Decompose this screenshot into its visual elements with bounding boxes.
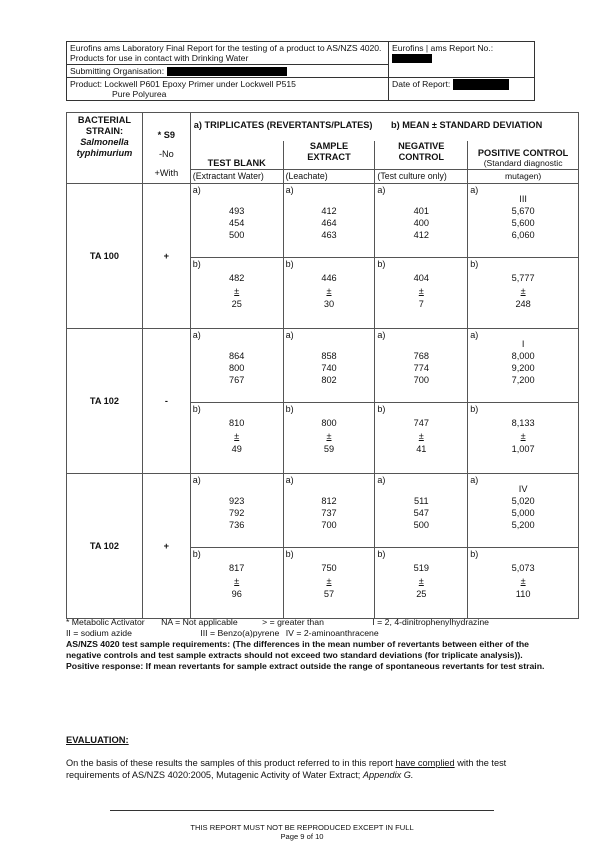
revertant-count: 400 — [413, 218, 429, 228]
mean-sd-values — [375, 272, 467, 311]
strain-cell: TA 100 — [67, 184, 143, 329]
redaction-block — [453, 79, 509, 90]
product-cell: Product: Lockwell P601 Epoxy Primer under Lockwell P515 Pure Polyurea — [67, 78, 389, 101]
revertant-count: 864 — [229, 351, 245, 361]
standard-deviation-value: 110 — [515, 589, 531, 599]
footnotes — [66, 617, 546, 672]
mean-sd-cell — [283, 258, 375, 329]
revertant-count: 5,670 — [511, 206, 535, 216]
standard-deviation-value: 49 — [231, 444, 242, 454]
plus-minus-sign: ± — [326, 286, 332, 296]
mean-sd-values — [191, 417, 283, 456]
triplicate-label: a) — [377, 330, 386, 340]
mean-sd-cell — [283, 403, 375, 474]
standard-deviation-value: 96 — [231, 589, 242, 599]
results-table — [66, 112, 579, 619]
s9-cell: - — [142, 329, 190, 474]
triplicate-label: a) — [192, 475, 201, 485]
revertant-count: 700 — [321, 520, 337, 530]
report-title: Eurofins ams Laboratory Final Report for the testing of a product to AS/NZS 4020. Products for use in contact with Drinking Water — [67, 42, 389, 65]
date-of-report: Date of Report: — [389, 78, 535, 101]
standard-deviation-value: 41 — [416, 444, 427, 454]
standard-deviation-value: 30 — [323, 299, 335, 309]
mean-sd-values — [284, 417, 375, 456]
standard-deviation-value: 59 — [323, 444, 335, 454]
mean-sd-values — [468, 417, 578, 456]
triplicate-label: a) — [285, 185, 294, 195]
plus-minus-sign: ± — [326, 576, 332, 586]
mean-label: b) — [377, 404, 386, 414]
plus-minus-sign: ± — [418, 576, 424, 586]
plus-minus-sign: ± — [520, 576, 526, 586]
triplicate-label: a) — [470, 330, 479, 340]
strain-header: BACTERIAL STRAIN: Salmonella typhimurium — [67, 113, 143, 184]
triplicate-label: a) — [377, 475, 386, 485]
revertant-count: 792 — [229, 508, 245, 518]
mean-label: b) — [285, 549, 294, 559]
test-requirements: AS/NZS 4020 test sample requirements: (The differences in the mean number of revertants between either of the negative controls and test sample extracts should not exceed two standard deviations (for triplicate analysis)). — [66, 639, 529, 660]
mean-label: b) — [285, 259, 294, 269]
strain-cell: TA 102 — [67, 474, 143, 619]
triplicate-values — [191, 205, 283, 241]
mean-sd-cell — [190, 548, 283, 619]
triplicate-cell — [190, 329, 283, 403]
test-blank-header: TEST BLANK — [190, 141, 283, 169]
results-row-a — [67, 184, 579, 258]
revertant-count: 511 — [413, 496, 429, 506]
revertant-count: 800 — [229, 363, 245, 373]
standard-deviation-value: 7 — [418, 299, 424, 309]
revertant-count: 858 — [321, 351, 337, 361]
sub-sample: (Leachate) — [283, 169, 375, 183]
mean-value: 519 — [413, 563, 429, 573]
plus-minus-sign: ± — [326, 431, 332, 441]
mean-value: 5,073 — [511, 563, 535, 573]
results-row-a — [67, 474, 579, 548]
mean-sd-values — [284, 562, 375, 601]
mean-sd-values — [375, 562, 467, 601]
standard-deviation-value: 1,007 — [511, 444, 535, 454]
plus-minus-sign: ± — [520, 286, 526, 296]
revertant-count: 923 — [229, 496, 245, 506]
standard-deviation-value: 57 — [323, 589, 335, 599]
revertant-count: 493 — [229, 206, 245, 216]
footer-rule — [110, 810, 494, 811]
evaluation-text: On the basis of these results the samples of this product referred to in this report have complied with the test requirements of AS/NZS 4020:2005, Mutagenic Activity of Water Extract; Appendix G. — [66, 758, 507, 780]
plus-minus-sign: ± — [234, 286, 240, 296]
mean-value: 446 — [321, 273, 337, 283]
triplicate-values — [191, 350, 283, 386]
mean-sd-values — [375, 417, 467, 456]
revertant-count: 412 — [413, 230, 429, 240]
revertant-count: 774 — [413, 363, 429, 373]
triplicate-label: a) — [192, 330, 201, 340]
sample-extract-header: SAMPLE EXTRACT — [283, 141, 375, 169]
revertant-count: 737 — [321, 508, 337, 518]
triplicate-cell — [283, 474, 375, 548]
triplicate-label: a) — [192, 185, 201, 195]
mean-label: b) — [470, 259, 479, 269]
mean-value: 482 — [229, 273, 245, 283]
s9-header: * S9 -No +With — [142, 113, 190, 184]
mean-value: 5,777 — [511, 273, 535, 283]
mean-sd-cell — [190, 258, 283, 329]
revertant-count: 740 — [321, 363, 337, 373]
revertant-count: I — [521, 339, 525, 349]
mean-sd-cell — [468, 403, 579, 474]
triplicate-label: a) — [285, 475, 294, 485]
triplicate-label: a) — [470, 475, 479, 485]
reproduction-notice: THIS REPORT MUST NOT BE REPRODUCED EXCEPT IN FULL — [190, 823, 414, 832]
standard-deviation-value: 248 — [515, 299, 531, 309]
mean-sd-cell — [468, 258, 579, 329]
plus-minus-sign: ± — [418, 286, 424, 296]
redaction-block — [392, 54, 432, 63]
mean-label: b) — [470, 404, 479, 414]
revertant-count: 700 — [413, 375, 429, 385]
revertant-count: 9,200 — [511, 363, 535, 373]
triplicate-values — [284, 495, 375, 531]
revertant-count: 767 — [229, 375, 245, 385]
mean-label: b) — [285, 404, 294, 414]
plus-minus-sign: ± — [234, 576, 240, 586]
revertant-count: 5,600 — [511, 218, 535, 228]
triplicate-cell — [468, 329, 579, 403]
triplicate-values — [375, 350, 467, 386]
submitting-organisation: Submitting Organisation: — [67, 65, 389, 78]
triplicate-values — [375, 495, 467, 531]
revertant-count: 454 — [229, 218, 245, 228]
mean-label: b) — [377, 549, 386, 559]
triplicate-cell — [190, 474, 283, 548]
triplicate-cell — [375, 474, 468, 548]
triplicate-cell — [283, 184, 375, 258]
results-row-a — [67, 329, 579, 403]
page-number: Page 9 of 10 — [280, 832, 324, 841]
triplicate-label: a) — [285, 330, 294, 340]
mean-sd-values — [191, 272, 283, 311]
plus-minus-sign: ± — [418, 431, 424, 441]
mean-sd-cell — [283, 548, 375, 619]
plus-minus-sign: ± — [520, 431, 526, 441]
revertant-count: 5,200 — [511, 520, 535, 530]
negative-control-header: NEGATIVE CONTROL — [375, 141, 468, 169]
standard-deviation-value: 25 — [416, 589, 427, 599]
mean-value: 800 — [321, 418, 337, 428]
mean-sd-values — [468, 562, 578, 601]
mean-sd-cell — [375, 403, 468, 474]
footnote-line-1: * Metabolic Activator NA = Not applicable > = greater than I = 2, 4-dinitrophenylhydrazine — [66, 617, 489, 627]
sub-blank: (Extractant Water) — [190, 169, 283, 183]
triplicate-values — [468, 193, 578, 241]
footnote-line-2: II = sodium azide III = Benzo(a)pyrene IV = 2-aminoanthracene — [66, 628, 379, 638]
mean-sd-cell — [190, 403, 283, 474]
positive-response: Positive response: If mean revertants for sample extract outside the range of spontaneous revertants for test strain. — [66, 661, 545, 671]
mean-sd-cell — [375, 258, 468, 329]
revertant-count: 802 — [321, 375, 337, 385]
mean-label: b) — [377, 259, 386, 269]
mean-value: 750 — [321, 563, 337, 573]
revertant-count: 6,060 — [511, 230, 535, 240]
s9-cell: + — [142, 184, 190, 329]
revertant-count: 8,000 — [511, 351, 535, 361]
revertant-count: 463 — [321, 230, 337, 240]
triplicate-values — [284, 205, 375, 241]
triplicate-cell — [468, 184, 579, 258]
revertant-count: 5,000 — [511, 508, 535, 518]
positive-control-header: POSITIVE CONTROL (Standard diagnostic — [468, 141, 579, 169]
sub-positive: mutagen) — [468, 169, 579, 183]
revertant-count: 7,200 — [511, 375, 535, 385]
revertant-count: 500 — [413, 520, 429, 530]
revertant-count: 401 — [413, 206, 429, 216]
triplicate-values — [284, 350, 375, 386]
revertant-count: III — [519, 194, 527, 204]
standard-deviation-value: 25 — [231, 299, 242, 309]
revertant-count: 464 — [321, 218, 337, 228]
revertant-count: 736 — [229, 520, 245, 530]
revertant-count: 547 — [413, 508, 429, 518]
redaction-block — [167, 67, 287, 76]
revertant-count: IV — [518, 484, 528, 494]
triplicate-values — [468, 483, 578, 531]
mean-label: b) — [192, 259, 201, 269]
triplicate-cell — [190, 184, 283, 258]
evaluation-heading: EVALUATION: — [66, 734, 129, 745]
triplicate-cell — [468, 474, 579, 548]
triplicate-values — [468, 338, 578, 386]
results-group-header: a) TRIPLICATES (REVERTANTS/PLATES) b) MEAN ± STANDARD DEVIATION — [190, 113, 578, 142]
mean-sd-cell — [468, 548, 579, 619]
mean-value: 747 — [413, 418, 429, 428]
triplicate-label: a) — [377, 185, 386, 195]
report-number-cell: Eurofins | ams Report No.: — [389, 42, 535, 78]
triplicate-values — [191, 495, 283, 531]
triplicate-values — [375, 205, 467, 241]
mean-sd-cell — [375, 548, 468, 619]
mean-value: 8,133 — [511, 418, 535, 428]
triplicate-label: a) — [470, 185, 479, 195]
mean-sd-values — [284, 272, 375, 311]
revertant-count: 5,020 — [511, 496, 535, 506]
triplicate-cell — [283, 329, 375, 403]
mean-label: b) — [192, 549, 201, 559]
mean-label: b) — [192, 404, 201, 414]
strain-cell: TA 102 — [67, 329, 143, 474]
mean-value: 810 — [229, 418, 245, 428]
revertant-count: 768 — [413, 351, 429, 361]
mean-value: 817 — [229, 563, 245, 573]
revertant-count: 412 — [321, 206, 337, 216]
mean-value: 404 — [413, 273, 429, 283]
sub-negative: (Test culture only) — [375, 169, 468, 183]
report-header-table — [66, 41, 535, 101]
s9-cell: + — [142, 474, 190, 619]
triplicate-cell — [375, 329, 468, 403]
mean-label: b) — [470, 549, 479, 559]
revertant-count: 812 — [321, 496, 337, 506]
mean-sd-values — [191, 562, 283, 601]
mean-sd-values — [468, 272, 578, 311]
revertant-count: 500 — [229, 230, 245, 240]
triplicate-cell — [375, 184, 468, 258]
plus-minus-sign: ± — [234, 431, 240, 441]
